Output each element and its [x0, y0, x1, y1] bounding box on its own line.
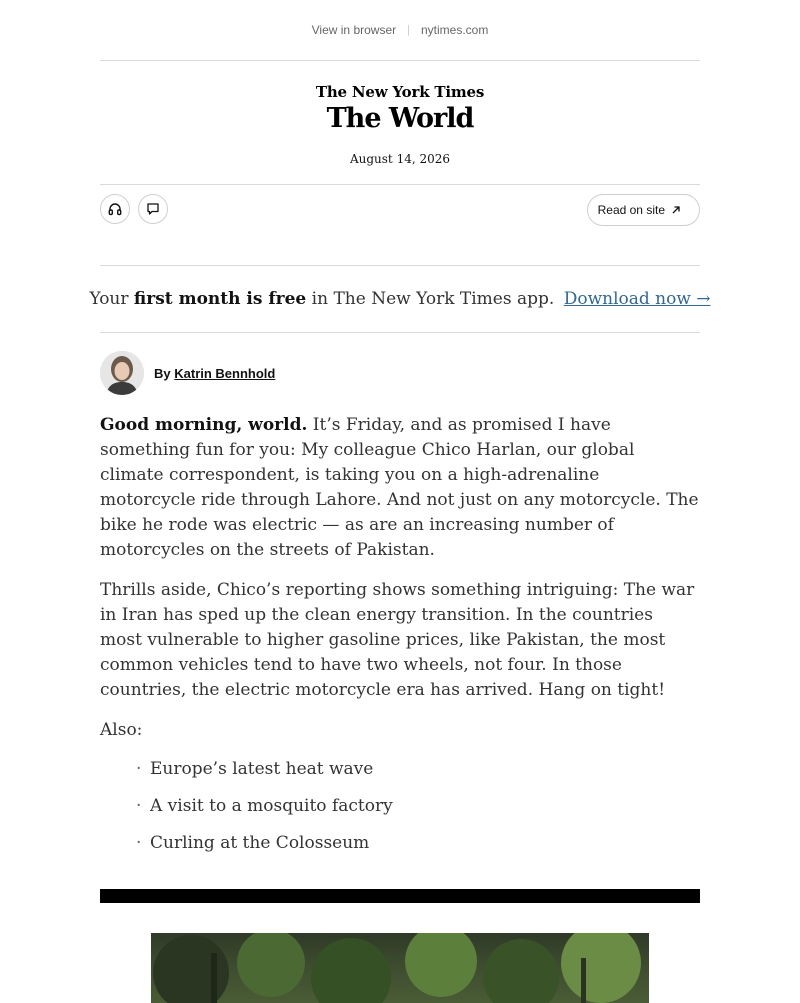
byline-by: By: [154, 365, 171, 381]
paragraph-1: [100, 413, 700, 563]
list-item-label: Europe’s latest heat wave: [150, 759, 374, 779]
list-item[interactable]: · Curling at the Colosseum: [136, 833, 370, 853]
list-item[interactable]: · Europe’s latest heat wave: [136, 759, 374, 779]
newsletter-date: August 14, 2026: [349, 152, 451, 166]
list-item-label: A visit to a mosquito factory: [150, 796, 393, 816]
comment-icon: [146, 202, 160, 216]
read-on-site-button[interactable]: [587, 194, 700, 226]
list-item[interactable]: · A visit to a mosquito factory: [136, 796, 393, 816]
promo-prefix: Your: [89, 289, 134, 309]
app-promo: [89, 266, 711, 333]
also-list: [100, 758, 700, 854]
divider: |: [407, 24, 410, 36]
also-label: Also:: [100, 720, 143, 740]
nytimes-link[interactable]: nytimes.com: [420, 23, 489, 37]
author-avatar: [100, 351, 144, 395]
lead-photo[interactable]: [151, 933, 649, 1003]
view-in-browser-link[interactable]: View in browser: [311, 23, 397, 37]
masthead: [100, 61, 700, 185]
arrow-up-right-icon: [671, 205, 681, 215]
photo-foliage: [151, 933, 649, 1003]
promo-bold: first month is free: [133, 289, 307, 309]
top-links: [100, 0, 700, 61]
listen-button[interactable]: [100, 194, 130, 224]
promo-middle: in The New York Times app.: [306, 289, 560, 309]
greeting: Good morning, world.: [100, 415, 308, 435]
read-on-site-label: Read on site: [597, 203, 665, 217]
section-divider-bar: [100, 889, 700, 903]
comment-button[interactable]: [138, 194, 168, 224]
nyt-logo[interactable]: The New York Times: [315, 83, 485, 101]
paragraph-2: Thrills aside, Chico’s reporting shows something intriguing: The war in Iran has sped up the clean energy transition. In the countries most vulnerable to higher gasoline prices, like Pakistan, the most common vehicles tend to have two wheels, not four. In those countries, the electric motorcycle era has arrived. Hang on tight!: [100, 580, 695, 700]
paragraph-1-text: It’s Friday, and as promised I have something fun for you: My colleague Chico Harlan, our global climate correspondent, is taking you on a high-adrenaline motorcycle ride through Lahore. And not just on any motorcycle. The bike he rode was electric — as are an increasing number of motorcycles on the streets of Pakistan.: [100, 415, 699, 560]
author-link[interactable]: Katrin Bennhold: [174, 365, 276, 381]
download-now-link[interactable]: Download now →: [563, 289, 711, 309]
byline: [100, 333, 700, 413]
article-body: [100, 413, 700, 854]
toolbar: [100, 185, 700, 266]
author-photo: [100, 351, 144, 395]
newsletter-title: The World: [326, 103, 474, 134]
list-item-label: Curling at the Colosseum: [150, 833, 370, 853]
headphones-icon: [107, 201, 123, 217]
